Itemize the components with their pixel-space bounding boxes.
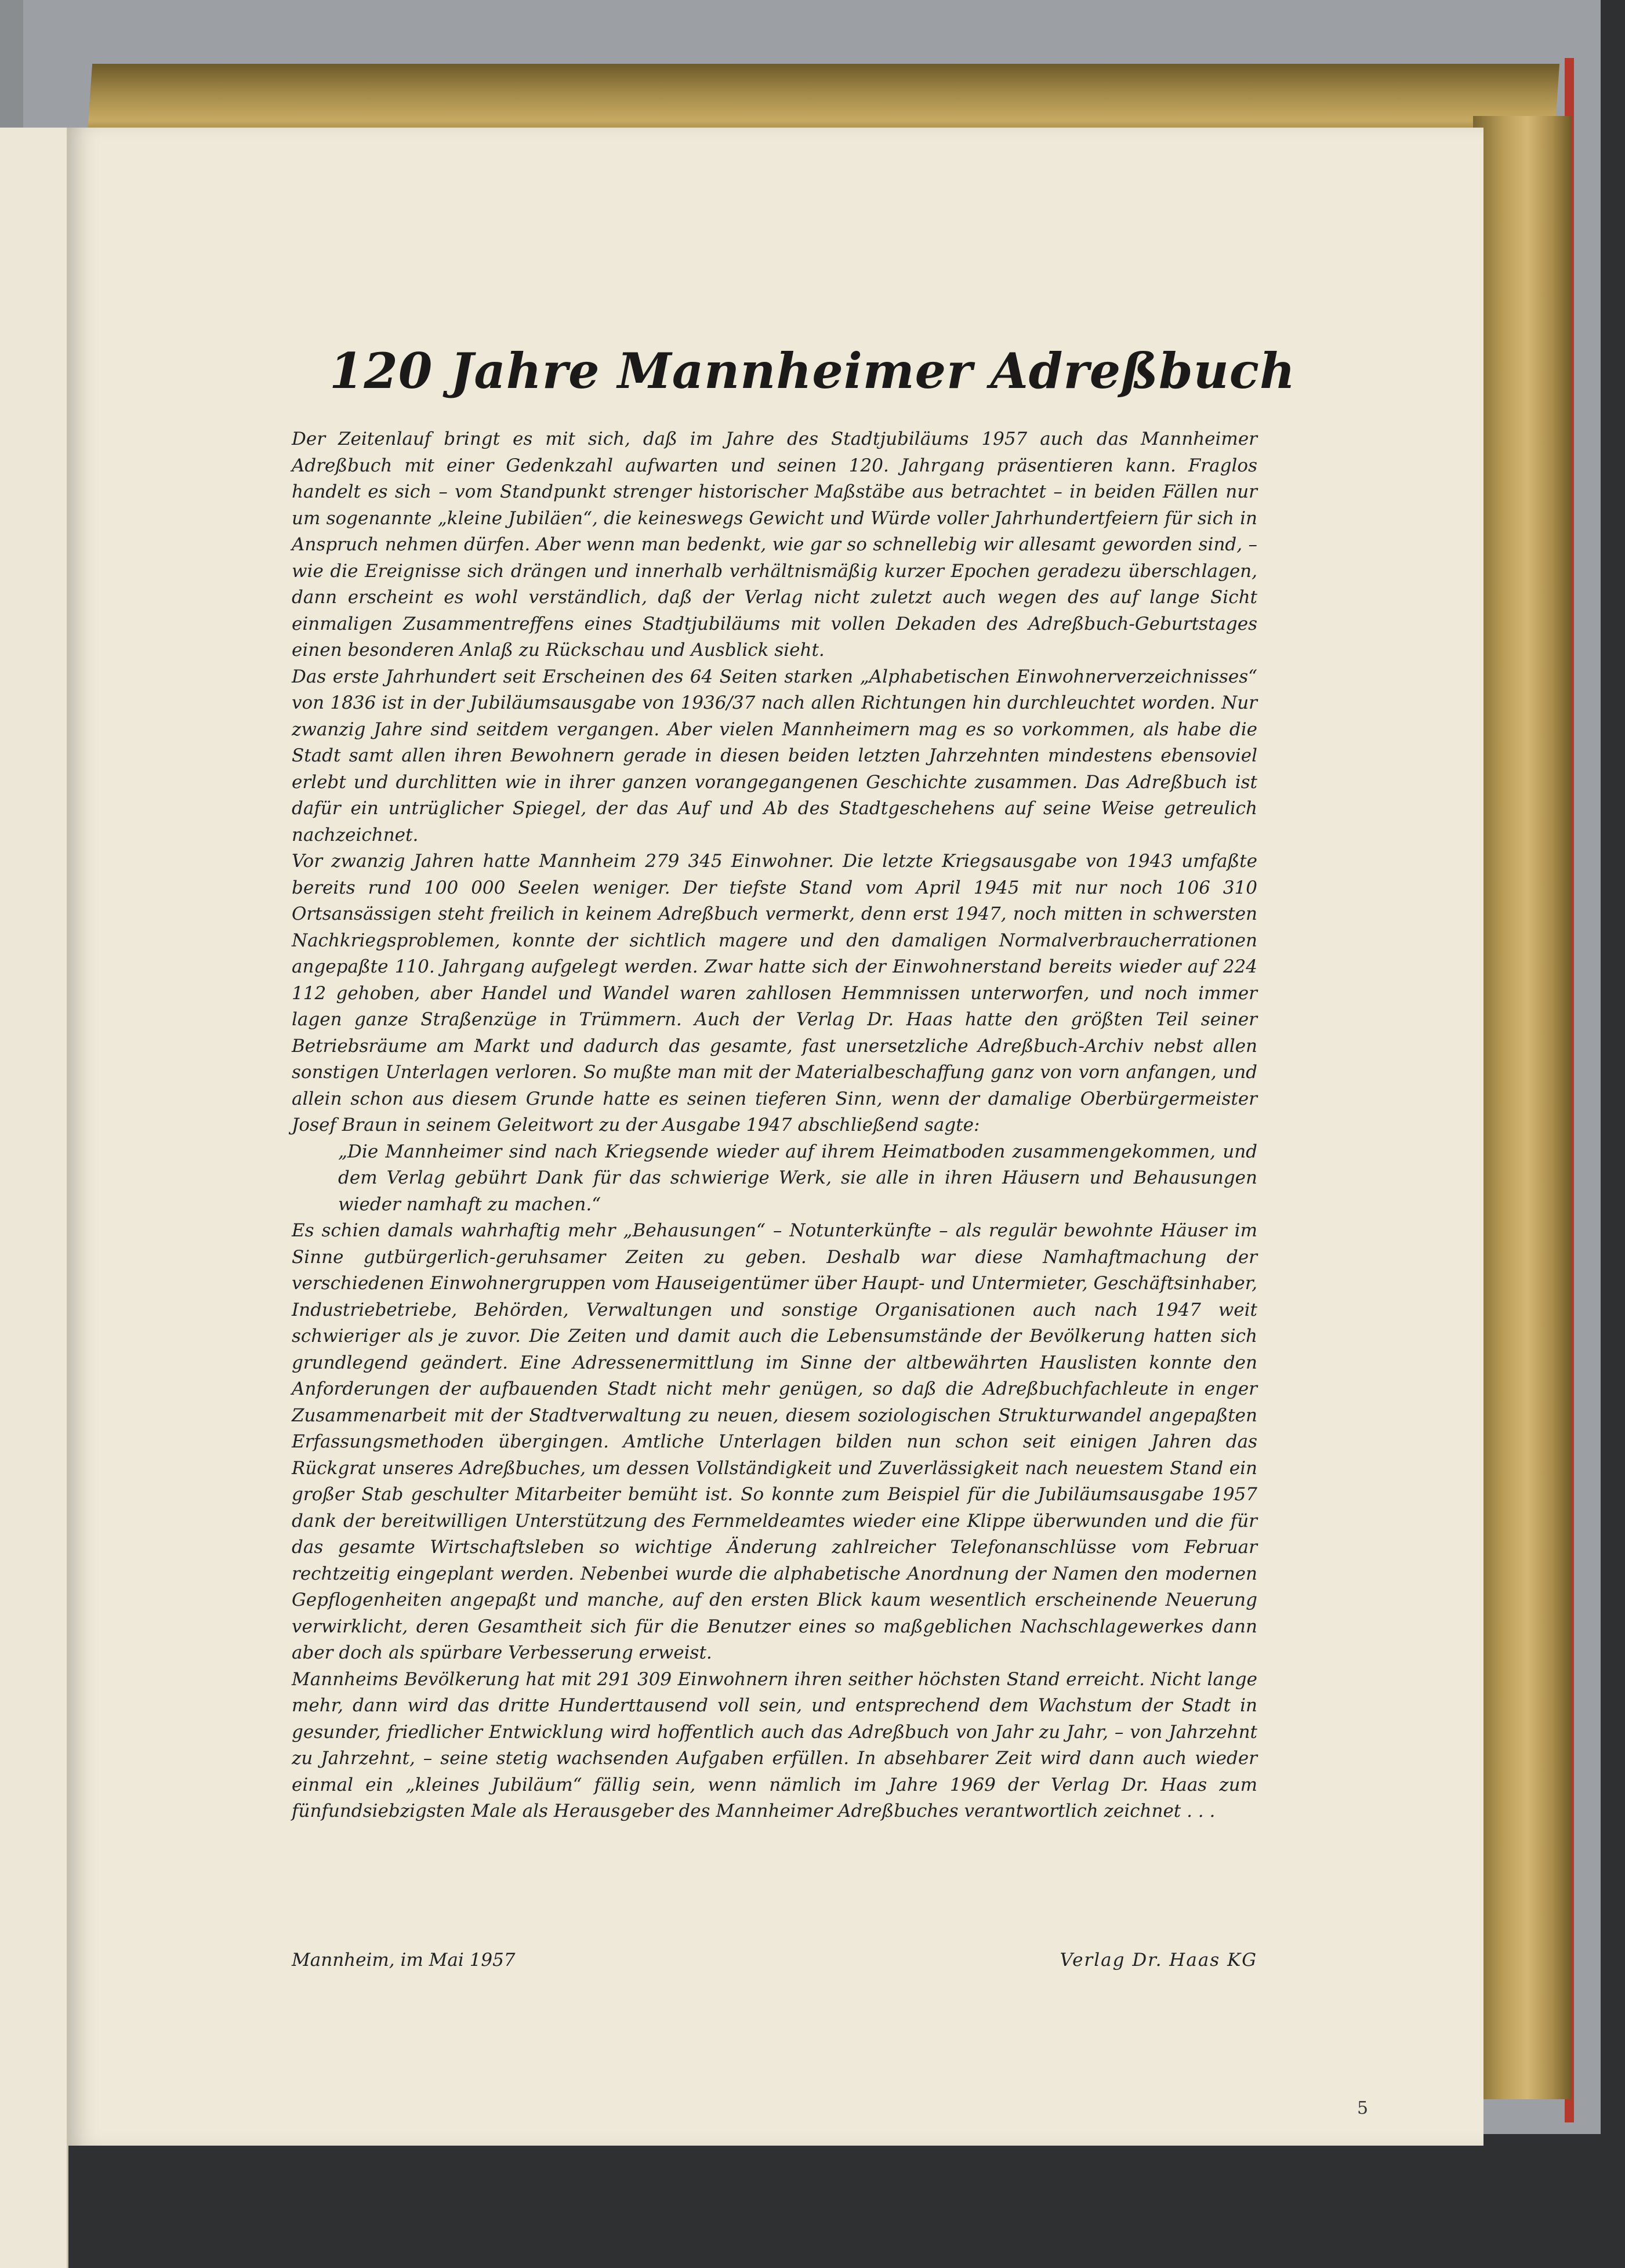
left-page-edge <box>0 128 68 2268</box>
publisher-signature: Verlag Dr. Haas KG <box>1060 1950 1257 1971</box>
paragraph: Das erste Jahrhundert seit Erscheinen des 64 Seiten starken „Alphabetischen Einwohnerverzeichnisses“ von 1836 ist in der Jubiläumsausgabe von 1936/37 nach allen Richtungen hin durchleuchtet worden. Nur zwanzig Jahre sind seitdem vergangen. Aber vielen Mannheimern mag es so vorkommen, als habe die Stadt samt allen ihren Bewohnern gerade in diesen beiden letzten Jahrzehnten mindestens ebensoviel erlebt und durchlitten wie in ihrer ganzen vorangegangenen Geschichte zusammen. Das Adreßbuch ist dafür ein untrüglicher Spiegel, der das Auf und Ab des Stadtgeschehens auf seine Weise getreulich nachzeichnet. <box>292 666 1257 845</box>
quote: „Die Mannheimer sind nach Kriegsende wieder auf ihrem Heimatboden zusammengekommen, und dem Verlag gebührt Dank für das schwierige Werk, sie alle in ihren Häusern und Behausungen wieder namhaft zu machen.“ <box>338 1141 1257 1215</box>
page-title: 120 Jahre Mannheimer Adreßbuch <box>329 342 1296 400</box>
paragraph: Mannheims Bevölkerung hat mit 291 309 Einwohnern ihren seither höchsten Stand erreicht. Nicht lange mehr, dann wird das dritte Hunderttausend voll sein, und entsprechend dem Wachstum der Stadt in gesunder, friedlicher Entwicklung wird hoffentlich auch das Adreßbuch von Jahr zu Jahr, – von Jahrzehnt zu Jahrzehnt, – seine stetig wachsenden Aufgaben erfüllen. In absehbarer Zeit wird dann auch wieder einmal ein „kleines Jubiläum“ fällig sein, wenn nämlich im Jahre 1969 der Verlag Dr. Haas zum fünfundsiebzigsten Male als Herausgeber des Mannheimer Adreßbuches verantwortlich zeichnet . . . <box>292 1668 1257 1821</box>
article-body <box>292 426 1257 1825</box>
place-date: Mannheim, im Mai 1957 <box>292 1950 516 1971</box>
paragraph: Vor zwanzig Jahren hatte Mannheim 279 345 Einwohner. Die letzte Kriegsausgabe von 1943 umfaßte bereits rund 100 000 Seelen weniger. Der tiefste Stand vom April 1945 mit nur noch 106 310 Ortsansässigen steht freilich in keinem Adreßbuch vermerkt, denn erst 1947, noch mitten in schwersten Nachkriegsproblemen, konnte der sichtlich magere und den damaligen Normalverbraucherrationen angepaßte 110. Jahrgang aufgelegt werden. Zwar hatte sich der Einwohnerstand bereits wieder auf 224 112 gehoben, aber Handel und Wandel waren zahllosen Hemmnissen unterworfen, und noch immer lagen ganze Straßenzüge in Trümmern. Auch der Verlag Dr. Haas hatte den größten Teil seiner Betriebsräume am Markt und dadurch das gesamte, fast unersetzliche Adreßbuch-Archiv nebst allen sonstigen Unterlagen verloren. So mußte man mit der Materialbeschaffung ganz von vorn anfangen, und allein schon aus diesem Grunde hatte es seinen tieferen Sinn, wenn der damalige Oberbürgermeister Josef Braun in seinem Geleitwort zu der Ausgabe 1947 abschließend sagte: <box>292 851 1257 1135</box>
page-number: 5 <box>1357 2098 1369 2118</box>
paragraph: Der Zeitenlauf bringt es mit sich, daß im Jahre des Stadtjubiläums 1957 auch das Mannheimer Adreßbuch mit einer Gedenkzahl aufwarten und seinen 120. Jahrgang präsentieren kann. Fraglos handelt es sich – vom Standpunkt strenger historischer Maßstäbe aus betrachtet – in beiden Fällen nur um sogenannte „kleine Jubiläen“, die keineswegs Gewicht und Würde voller Jahrhundertfeiern für sich in Anspruch nehmen dürfen. Aber wenn man bedenkt, wie gar so schnellebig wir allesamt geworden sind, – wie die Ereignisse sich drängen und innerhalb verhältnismäßig kurzer Epochen geradezu überschlagen, dann erscheint es wohl verständlich, daß der Verlag nicht zuletzt auch wegen des auf lange Sicht einmaligen Zusammentreffens eines Stadtjubiläums mit vollen Dekaden des Adreßbuch-Geburtstages einen besonderen Anlaß zu Rückschau und Ausblick sieht. <box>292 429 1257 661</box>
gilded-right-edge <box>1473 116 1572 2099</box>
paragraph: Es schien damals wahrhaftig mehr „Behausungen“ – Notunterkünfte – als regulär bewohnte Häuser im Sinne gutbürgerlich-geruhsamer Zeiten zu geben. Deshalb war diese Namhaftmachung der verschiedenen Einwohnergruppen vom Hauseigentümer über Haupt- und Untermieter, Geschäftsinhaber, Industriebetriebe, Behörden, Verwaltungen und sonstige Organisationen auch nach 1947 weit schwieriger als je zuvor. Die Zeiten und damit auch die Lebensumstände der Bevölkerung hatten sich grundlegend geändert. Eine Adressenermittlung im Sinne der altbewährten Hauslisten konnte den Anforderungen der aufbauenden Stadt nicht mehr genügen, so daß die Adreßbuchfachleute in enger Zusammenarbeit mit der Stadtverwaltung zu neuen, diesem soziologischen Strukturwandel angepaßten Erfassungsmethoden übergingen. Amtliche Unterlagen bilden nun schon seit einigen Jahren das Rückgrat unseres Adreßbuches, um dessen Vollständigkeit und Zuverlässigkeit nach neuestem Stand ein großer Stab geschulter Mitarbeiter bemüht ist. So konnte zum Beispiel für die Jubiläumsausgabe 1957 dank der bereitwilligen Unterstützung des Fernmeldeamtes wieder eine Klippe überwunden und die für das gesamte Wirtschaftsleben so wichtige Änderung zahlreicher Telefonanschlüsse vom Februar rechtzeitig eingeplant werden. Nebenbei wurde die alphabetische Anordnung der Namen den modernen Gepflogenheiten angepaßt und manche, auf den ersten Blick kaum wesentlich erscheinende Neuerung verwirklicht, deren Gesamtheit sich für die Benutzer eines so maßgeblichen Nachschlagewerkes dann aber doch als spürbare Verbesserung erweist. <box>292 1220 1257 1663</box>
